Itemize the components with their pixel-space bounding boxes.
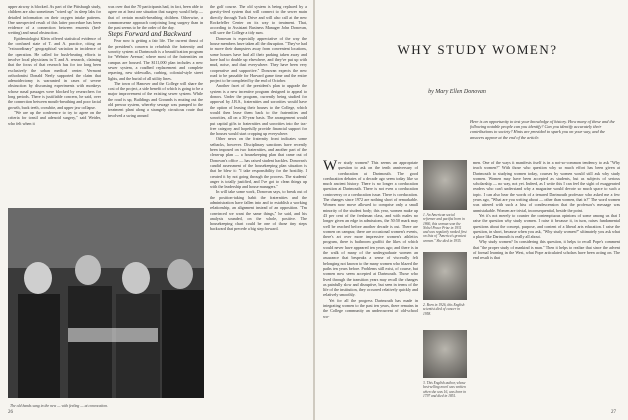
- paragraph: Epidemiologist Klein offered statistical evidence of the confused state of T. and A. practice, citing an "extraordinary" geographical variation in incidence of the operation. He called for bush-beating efforts to involve local physicians in T. and A. research, claiming that the focus of that research has for too long been exclusively the urban medical center. Vermont orthodontist Donald Neely supported the claim that adenoidectomy is warranted in cases of severe obstruction by discussing experiments with monkeys whose nasal passages were blocked by researchers for long periods. There is justifiable concern, he said, over the connection between mouth-breathing and poor facial growth, buck teeth, crossbite, and upper jaw collapse.: [8, 35, 101, 110]
- paragraph-text: er study women? This seems an appropriate question to ask on the tenth anniversary of coeducation at Dartmouth. The good coeducation debates of a decade ago seem today like so much ancient history. There is no longer a coeducation question at Dartmouth. There is not even a coeducation controversy or a coeducation issue. There is coeducation. The changes since 1972 are nothing short of remarkable. Women now move allowed to comprise only a small minority of the student body; this year, women make up 43 per cent of the freshman class, and with males no longer given an edge in admissions, the 50:50 mark may well be reached before another decade is out. There are women on campus; there are occasional women's events, there's art over more impressive women's athletics program, there is bathroom graffiti the likes of which would never have appeared ten years ago; and there is in the walk of many of the undergraduate women an assurance that bespeaks a sense of viscerally felt belonging not known to the many women who blazed the paths ten years before. Problems still exist, of course, but women now seem accepted at Dartmouth. Those who lived through the transition years may recall the changes as painfully slow and disruptive, but seen in terms of the life of the institution, they occurred relatively quickly and relatively smoothly.: [323, 160, 418, 298]
- section-subhead: Steps Forward and Backward: [108, 30, 192, 39]
- paragraph: Why study women? In considering this question, it helps to recall Pope's comment that "the proper study of mankind is man." Then it helps to realize that since the advent of formal learning in the West, what Pope articulated scholars have been acting on. The end result is that: [473, 239, 620, 261]
- page-number: 27: [611, 410, 616, 415]
- paragraph: Fear now is getting a fair life. The current thrust of the president's concern to refurbish the fraternity and sorority system at Dartmouth is a beautification program for 'Webster Avenue,' where most of the fraternities on campus are housed. The $111,000 plan includes a new sewer system, a roadbed replacement and complete repaving, new sidewalks, curbing, colonial-style street lights, and the burial of all utility lines.: [108, 38, 203, 81]
- article-headline: WHY STUDY WOMEN?: [397, 42, 558, 57]
- portrait-caption: 3. This English author, whose best-selling novel was written when she was 16, was born in 1797 and died in 1851.: [423, 381, 467, 398]
- paragraph: "We are up the conference to try to agree on the criteria for tonsil and adenoid surgery," said Weider, who felt when it: [8, 109, 101, 126]
- page-number: 26: [8, 410, 13, 415]
- paragraph: Yet it's not merely to counter the contemptuous opinions of some among us that I raise the question why study women. I raise it because it, in turn, raises fundamental questions about the concept, purpose, and content of a liberal arts education. I raise the question, in short, because when you ask, "Why study women?" ultimately you ask what a place like Dartmouth is really all about.: [473, 212, 620, 240]
- article-column-1: [323, 160, 418, 412]
- article-intro: Here is an opportunity to test your knowledge of history. How many of these and the following notable people can you identify? Can you identify accurately their contributions to society? Hints are provided to spark you on your way, and the answers appear at the end of the article.: [470, 119, 615, 140]
- paragraph: upper airway is blocked. As part of the Pittsburgh study, children are also sometimes "wired up" in sleep labs for detailed information on their oxygen intake patterns. One unexpected result of this latter procedure has been evidence of a connection between enuresis (bed-wetting) and nasal obstruction.: [8, 4, 101, 36]
- drop-cap: W: [323, 160, 338, 174]
- convocation-photo: [8, 208, 204, 398]
- left-column-1: [8, 4, 101, 204]
- portrait-caption: 1. An American social reformer and pacifist born in 1860, this woman won the Nobel Peace Prize in 1931 and was regularly ranked first on lists of "America's greatest women." She died in 1935.: [423, 213, 467, 243]
- paragraph: Donovan is especially appreciative of the way the house members have taken all the disruption. "They've had to move their dumpsters away from convenient locations, some houses have had all their parking taken away and have had to double up elsewhere, and they've put up with mud, noise, and dust everywhere. They have been very cooperative and supportive." Donovan expects the new road to be passable for Harvard game time and the entire project to be completed by the end of October.: [210, 35, 307, 84]
- article-column-2: [473, 160, 620, 412]
- paragraph: [323, 160, 418, 298]
- paragraph: Yet for all the progress Dartmouth has made in integrating women to the past ten years, there remains in the College community an undercurrent of old-school wo-: [323, 297, 418, 319]
- paragraph: In will take some work, Donovan says, to break out of the position-taking habit the fraternities and the administration have fallen into and to establish a working relationship, an alignment instead of an opposition. "I'm convinced we want the same things," he said, and his analysis sounded, on the whole, positive. The housekeeping chart could be one of those tiny steps backward that precede a big step forward.: [210, 189, 307, 232]
- portrait-3: [423, 330, 467, 378]
- paragraph: Other news on the fraternity front indicates some setbacks, however. Disciplinary sanctions have recently been imposed on two fraternities, and another part of the clean-up plan — a housekeeping plan that came out of Donovan's office — has raised student hackles. Donovan's candid assessment of the housekeeping plan situation is that he blew it: "I take responsibility for the hostility. I created it by not going through the process. The students' anger is totally justified, and I've got to clean things up with the leadership and house managers.": [210, 136, 307, 190]
- left-column-2: [108, 4, 203, 204]
- paragraph: the golf course. The old system is being replaced by a gravity-feed system that will connect to the sewer main directly through Tuck Drive and will also call at the new Rockefeller Center on its way to treatment. That, according to Assistant Business Manager John Donovan, will save the College a tidy sum.: [210, 4, 307, 36]
- right-page: [315, 0, 628, 420]
- paragraph: Another facet of the president's plan to upgrade the system is a new incentive program designed to appeal to donors. Under the program, currently being studied for approval by J.B.S., fraternities and sororities would have the option of leasing their houses to the College, which would then lease them back to the fraternities and sororities, all on a 30-year basis. The arrangement would put capital gifts to fraternities and sororities into the tax-free category and hopefully provide financial support for the houses would start cropping up everywhere.: [210, 83, 307, 137]
- convocation-photo-figures: [8, 208, 204, 398]
- paragraph: was over that the 70 participants had, in fact, been able to agree on at least one situation that surgery would help — that of certain mouth-breathing children. Otherwise, a commonsense approach conjoining long surgery than in the past seems to be the order of the day.: [108, 4, 203, 31]
- paragraph: men. One of the ways it manifests itself is in a not-so-common tendency to ask "Why teach women?" With those who question why so much effort has been given at Dartmouth to studying women today, courses by women would still ask why study women. Women may have been accepted as students, but as subjects of serious scholarship — no way, not yet. Indeed, as I write this I can feel the sight of exaggerated readers who can't understand why a magazine would devote so much space to such a topic. I can also hear the words of a tenured Dartmouth professor who asked me a few years ago, "What are you writing about — other than women, that is?" The word women was uttered with such a hiss of condescension that the professor's message was unmistakable. Women are trivial, inconsequential, beside the point.: [473, 160, 620, 213]
- left-page: [0, 0, 313, 420]
- paragraph: The town of Hanover and the College will share the cost of the project, a side benefit of which is going to be a major improvement of the existing sewer system. While the road is up, Buildings and Grounds is muting out the old prewar system, whereby sewage was pumped to the treatment plant along a strangely circuitous route that involved a swing around: [108, 80, 203, 118]
- article-byline: by Mary Ellen Donovan: [428, 89, 486, 95]
- photo-caption: The old hands sang in the new — with feeling — at convocation.: [10, 404, 108, 408]
- portrait-2: [423, 252, 467, 300]
- portrait-1: [423, 160, 467, 210]
- portrait-caption: 2. Born in 1926, this English scientist died of cancer in 1958.: [423, 303, 465, 316]
- left-column-3: [210, 4, 307, 402]
